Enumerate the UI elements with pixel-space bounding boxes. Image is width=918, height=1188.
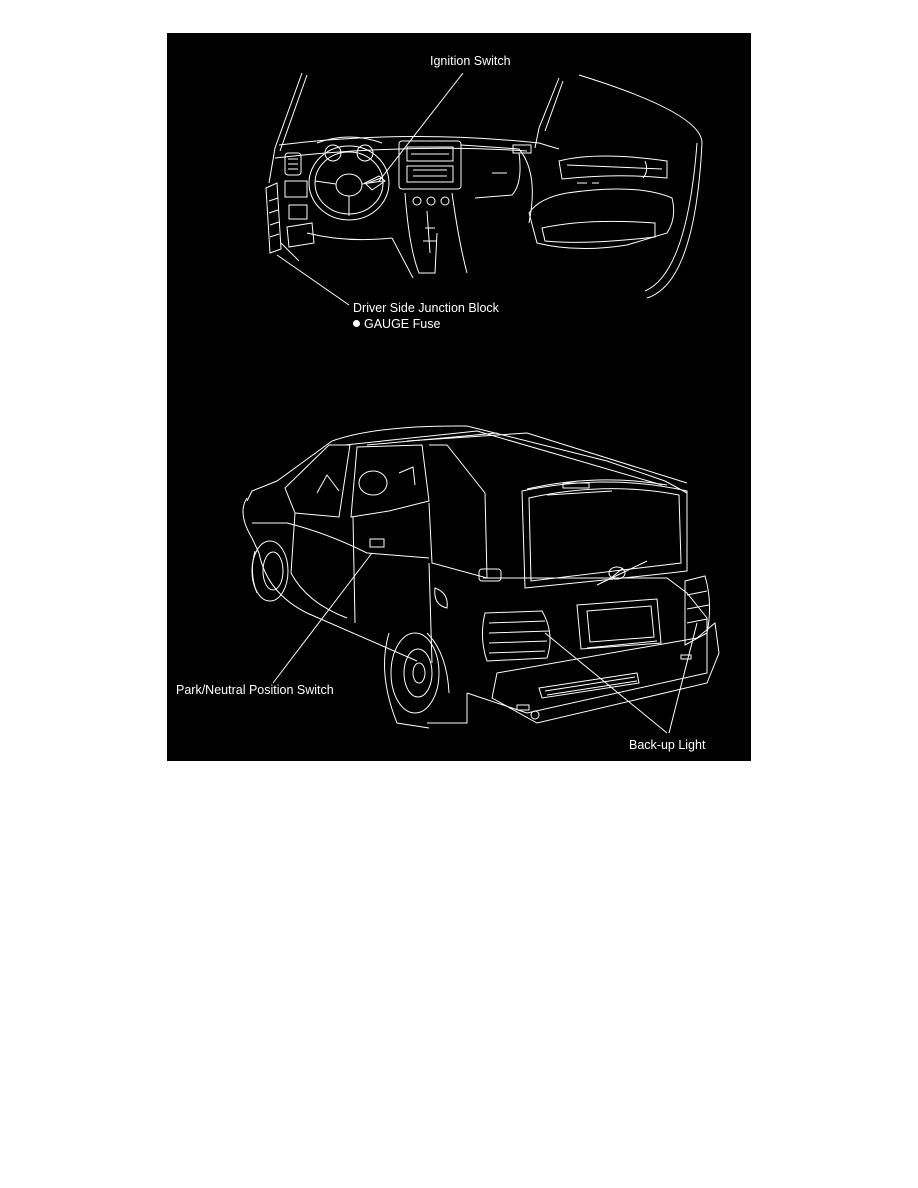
leader-junction-block xyxy=(277,255,349,305)
label-gauge-fuse: GAUGE Fuse xyxy=(364,317,441,331)
bullet-icon xyxy=(353,320,360,327)
leader-backup-light-right xyxy=(669,623,697,733)
dashboard-illustration xyxy=(266,73,702,298)
leader-backup-light-left xyxy=(545,633,667,733)
label-backup-light: Back-up Light xyxy=(629,738,706,752)
label-junction-block: Driver Side Junction Block xyxy=(353,301,499,315)
label-gauge-fuse-row xyxy=(353,317,440,331)
label-ignition-switch: Ignition Switch xyxy=(430,54,511,68)
label-park-neutral-switch: Park/Neutral Position Switch xyxy=(176,683,334,697)
leader-lines xyxy=(273,73,697,733)
component-location-diagram xyxy=(167,33,751,761)
leader-ignition-switch xyxy=(379,73,463,181)
